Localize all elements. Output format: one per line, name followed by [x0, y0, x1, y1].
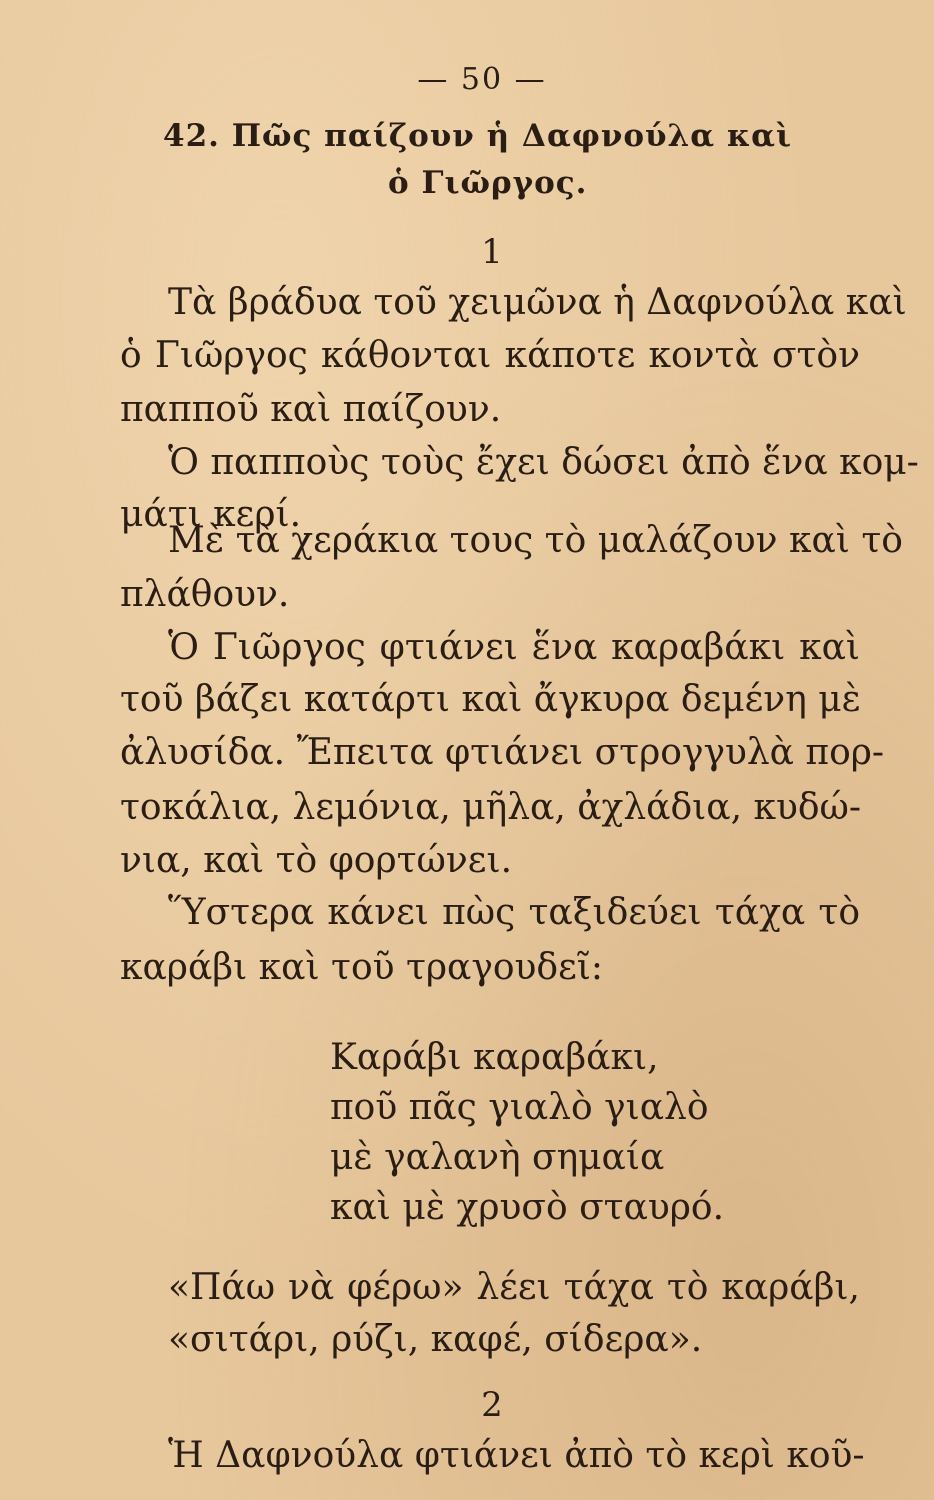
paragraph-line: Ὕστερα κάνει πὼς ταξιδεύει τάχα τὸ	[168, 892, 860, 933]
paragraph-line: Ἡ Δαφνούλα φτιάνει ἀπὸ τὸ κερὶ κοῦ-	[168, 1435, 865, 1476]
chapter-title-line-1: 42. Πῶς παίζουν ἡ Δαφνούλα καὶ	[163, 118, 793, 154]
paragraph-line: ὁ Γιῶργος κάθονται κάποτε κοντὰ στὸν	[120, 335, 860, 376]
paragraph-line: καράβι καὶ τοῦ τραγουδεῖ:	[120, 947, 603, 988]
paragraph-line: νια, καὶ τὸ φορτώνει.	[120, 840, 513, 881]
paragraph-line: Μὲ τὰ χεράκια τους τὸ μαλάζουν καὶ τὸ	[168, 520, 903, 561]
verse-line: ποῦ πᾶς γιαλὸ γιαλὸ	[330, 1087, 709, 1128]
paragraph-line: τοκάλια, λεμόνια, μῆλα, ἀχλάδια, κυδώ-	[120, 787, 862, 828]
page-number: — 50 —	[417, 62, 547, 97]
section-number-2: 2	[481, 1385, 503, 1425]
chapter-title-line-2: ὁ Γιῶργος.	[388, 165, 588, 201]
paragraph-line: μάτι κερί.	[120, 494, 302, 535]
quote-line: «Πάω νὰ φέρω» λέει τάχα τὸ καράβι,	[168, 1267, 860, 1308]
paragraph-line: Ὁ Γιῶργος φτιάνει ἕνα καραβάκι καὶ	[168, 627, 860, 668]
paragraph-line: παπποῦ καὶ παίζουν.	[120, 389, 502, 430]
section-number-1: 1	[481, 232, 503, 272]
verse-line: Καράβι καραβάκι,	[330, 1037, 659, 1078]
paragraph-line: πλάθουν.	[120, 574, 290, 615]
verse-line: καὶ μὲ χρυσὸ σταυρό.	[330, 1187, 725, 1228]
paragraph-line: Ὁ παπποὺς τοὺς ἔχει δώσει ἀπὸ ἕνα κομ-	[168, 442, 919, 483]
paragraph-line: Τὰ βράδυα τοῦ χειμῶνα ἡ Δαφνούλα καὶ	[168, 282, 907, 323]
paragraph-line: τοῦ βάζει κατάρτι καὶ ἄγκυρα δεμένη μὲ	[120, 679, 861, 720]
paragraph-line: ἀλυσίδα. Ἔπειτα φτιάνει στρογγυλὰ πορ-	[120, 732, 885, 773]
quote-line: «σιτάρι, ρύζι, καφέ, σίδερα».	[168, 1319, 703, 1360]
verse-line: μὲ γαλανὴ σημαία	[330, 1137, 665, 1178]
